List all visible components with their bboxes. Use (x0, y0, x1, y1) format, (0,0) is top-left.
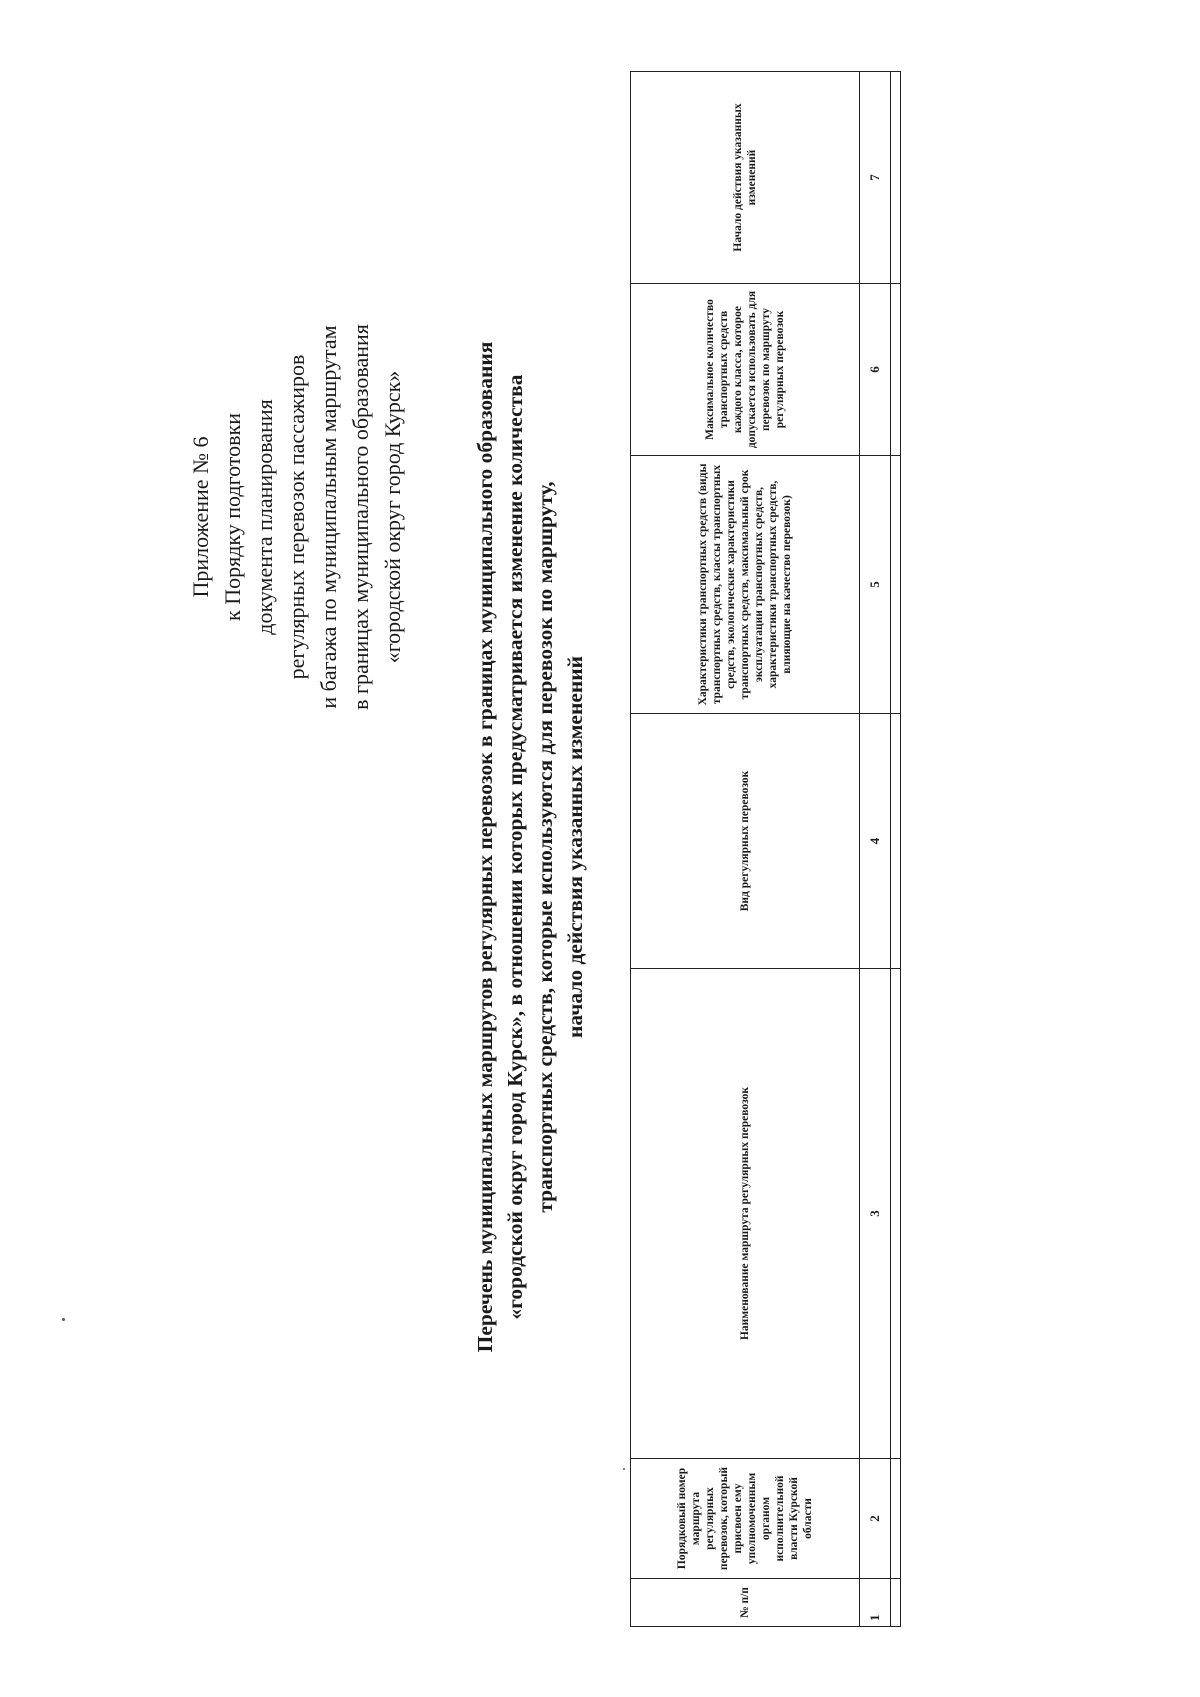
column-number-cell: 3 (860, 969, 891, 1459)
column-number-row (860, 72, 891, 1627)
appendix-line: документа планирования (252, 399, 277, 635)
column-number-cell: 4 (860, 714, 891, 969)
header-cell-route-number: Порядковый номер маршрута регулярных перевозок, который присвоен ему уполномоченным органом исполнительной власти Курской области (631, 1459, 860, 1579)
column-number-cell: 1 (860, 1579, 891, 1627)
empty-cell (891, 1579, 901, 1627)
header-cell-vehicle-characteristics: Характеристики транспортных средств (виды транспортных средств, классы транспортных средств, экологические характеристики транспортных средств, максимальный срок эксплуатации транспортных средств, характеристики транспортных средств, влияющие на качество перевозок) (631, 456, 860, 714)
header-cell-max-vehicles: Максимальное количество транспортных средств каждого класса, которое допускается использовать для перевозок по маршруту регулярных перевозок (631, 284, 860, 456)
title-line: транспортных средств, которые используются для перевозок по маршруту, (533, 481, 557, 1213)
title-line: «городской округ город Курск», в отношении которых предусматривается изменение количества (503, 374, 527, 1320)
empty-cell (891, 969, 901, 1459)
document-title (470, 117, 590, 1577)
header-cell-route-name: Наименование маршрута регулярных перевозок (631, 969, 860, 1459)
column-number-cell: 6 (860, 284, 891, 456)
appendix-note (185, 257, 409, 777)
table-header-row (631, 72, 860, 1627)
empty-cell (891, 714, 901, 969)
empty-cell (891, 72, 901, 284)
appendix-line: «городской округ город Курск» (380, 370, 405, 664)
column-number-cell: 2 (860, 1459, 891, 1579)
table-empty-row (891, 72, 901, 1627)
empty-cell (891, 456, 901, 714)
appendix-line: регулярных перевозок пассажиров (284, 354, 309, 680)
title-line: Перечень муниципальных маршрутов регулярных перевозок в границах муниципального образования (473, 341, 497, 1353)
appendix-line: и багажа по муниципальным маршрутам (316, 325, 341, 709)
empty-cell (891, 284, 901, 456)
header-cell-start-date: Начало действия указанных изменений (631, 72, 860, 284)
appendix-line: к Порядку подготовки (220, 413, 245, 621)
title-line: начало действия указанных изменений (563, 655, 587, 1039)
routes-table (630, 71, 901, 1627)
header-cell-number: № п/п (631, 1579, 860, 1627)
empty-cell (891, 1459, 901, 1579)
column-number-cell: 7 (860, 72, 891, 284)
header-cell-transport-type: Вид регулярных перевозок (631, 714, 860, 969)
column-number-cell: 5 (860, 456, 891, 714)
appendix-line: в границах муниципального образования (348, 324, 373, 710)
appendix-line: Приложение № 6 (188, 436, 213, 598)
